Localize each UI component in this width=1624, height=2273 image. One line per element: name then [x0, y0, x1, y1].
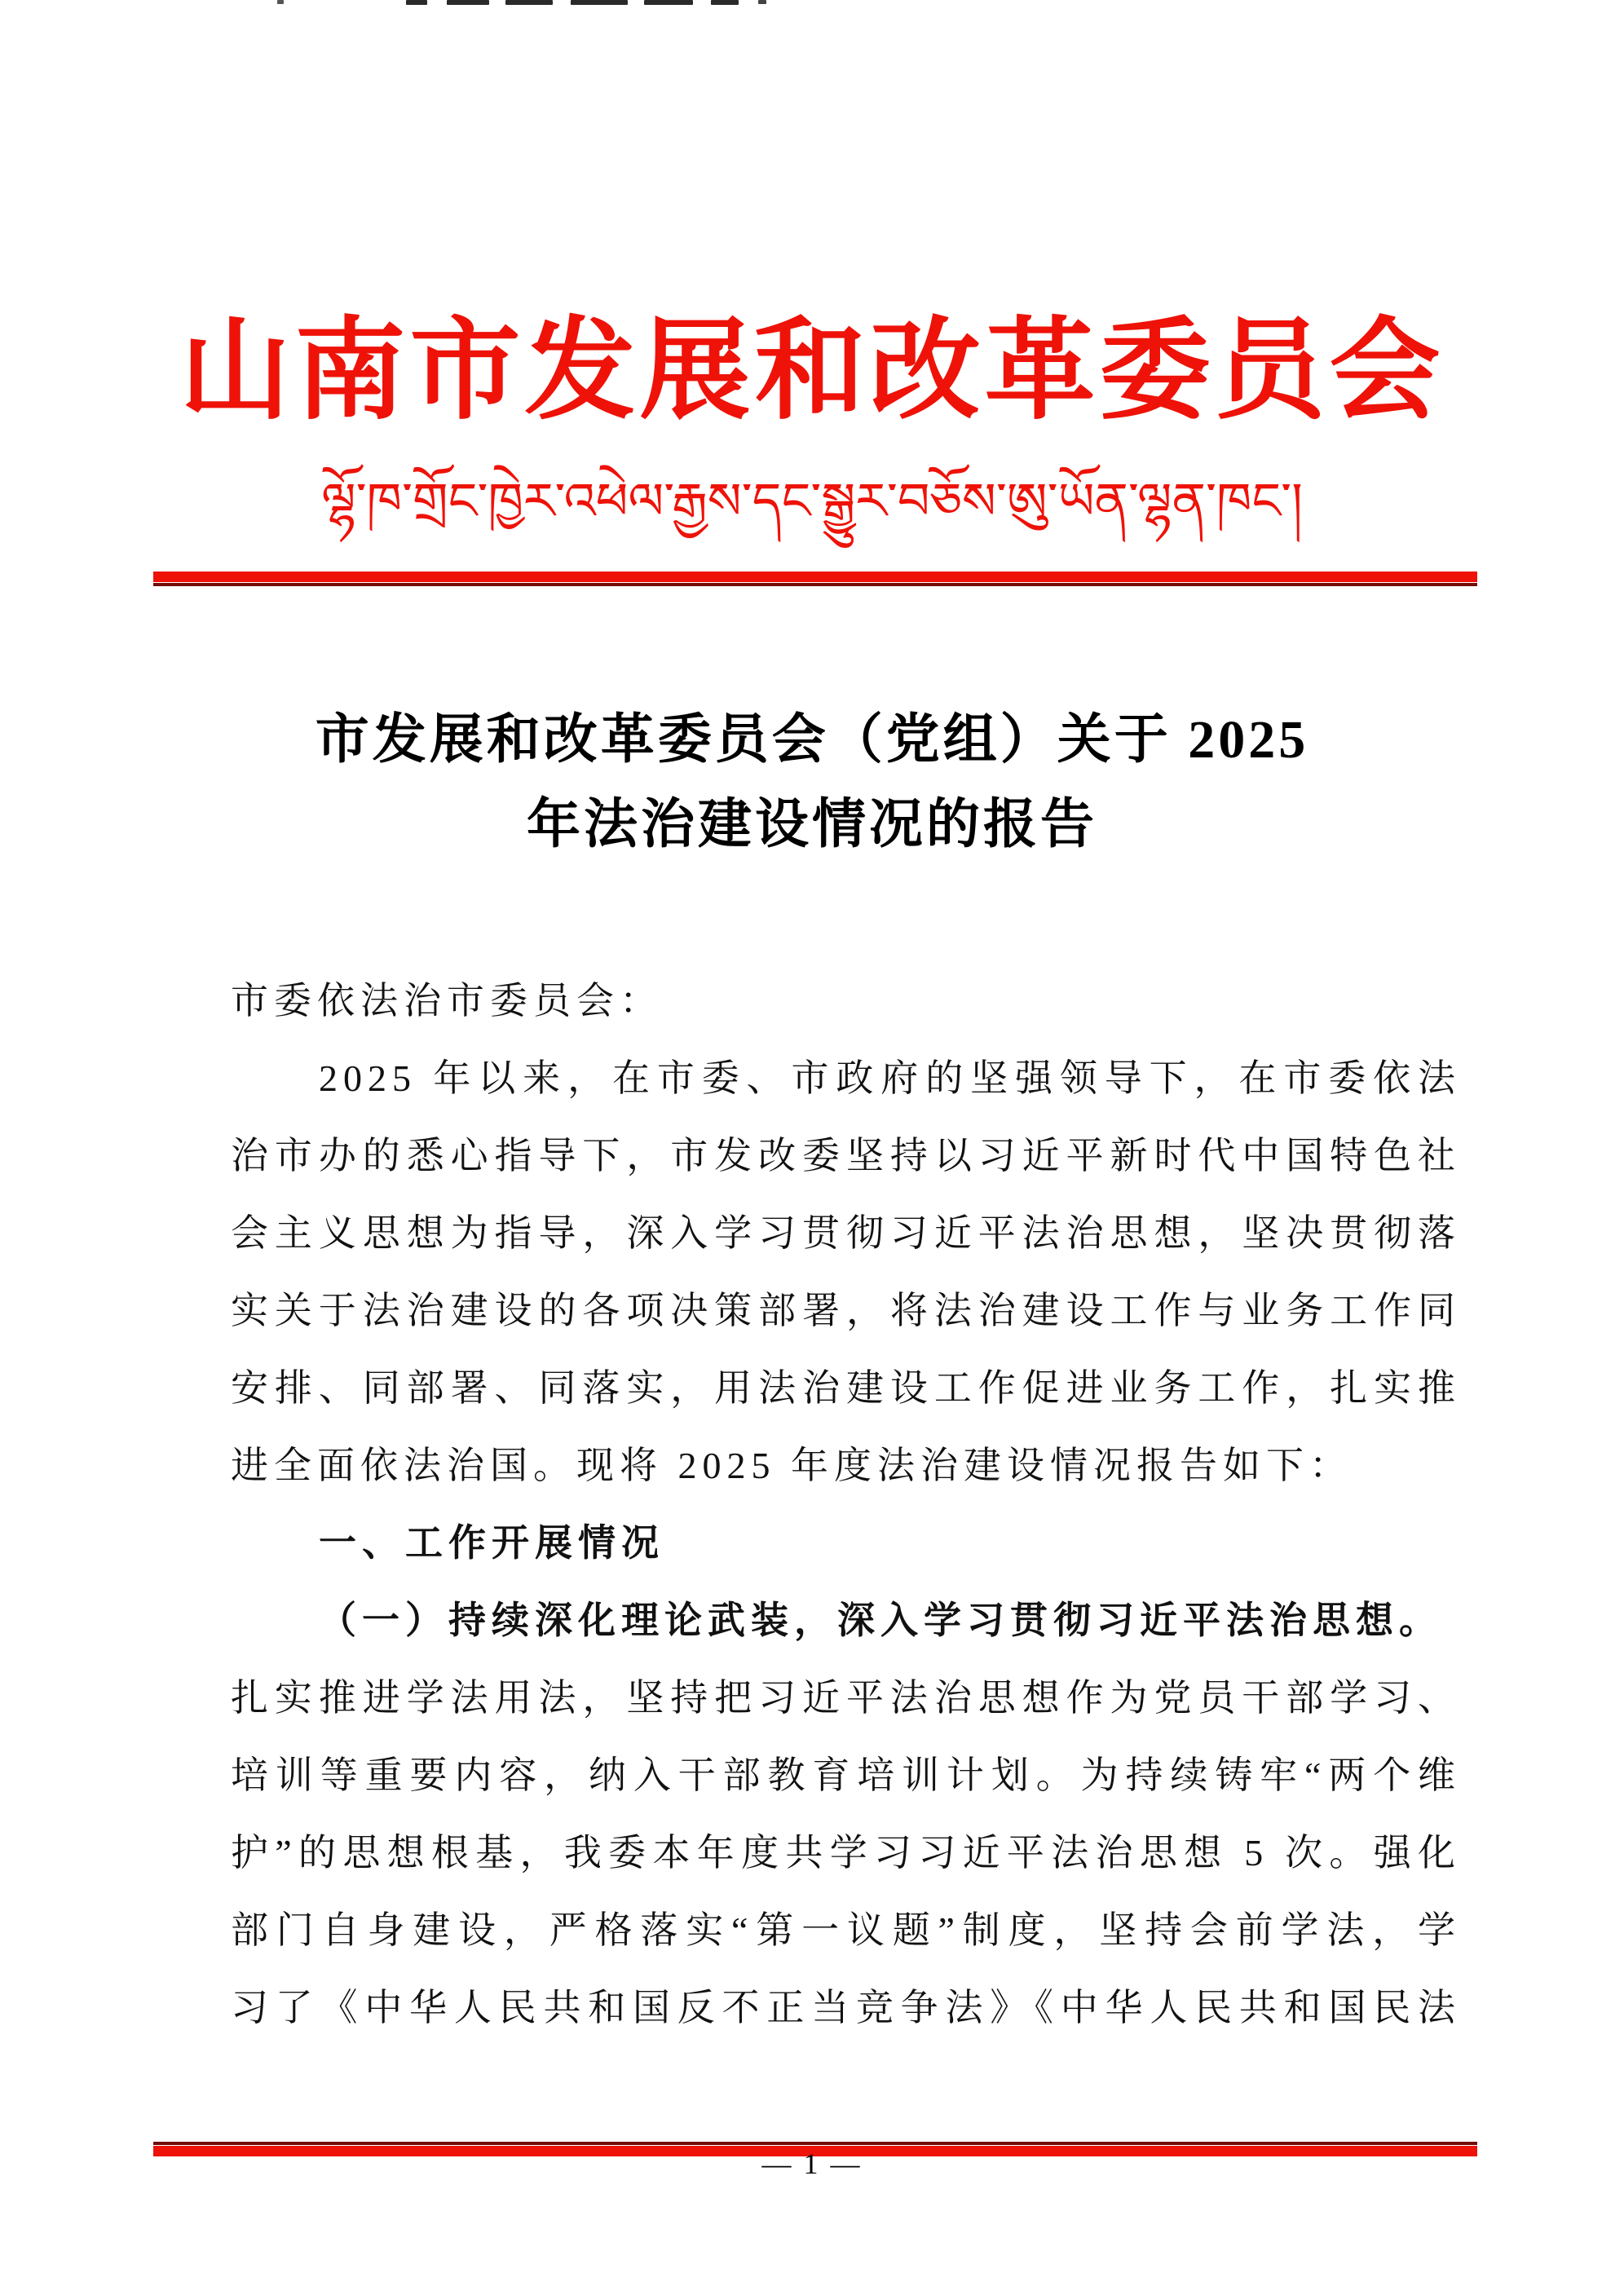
scan-artifact-mark	[758, 0, 766, 4]
body-line: 市委依法治市委员会：	[231, 980, 663, 1022]
scan-artifact-mark	[505, 0, 553, 5]
body-line: 培训等重要内容，纳入干部教育培训计划。为持续铸牢“两个维	[231, 1754, 1461, 1796]
body-line: 会主义思想为指导，深入学习贯彻习近平法治思想，坚决贯彻落	[231, 1212, 1461, 1254]
scan-artifact-mark	[571, 0, 628, 5]
page-number: — 1 —	[761, 2147, 863, 2180]
divider-thin-line	[153, 583, 1477, 586]
document-title-line1: 市发展和改革委员会（党组）关于 2025	[315, 710, 1309, 770]
document-body	[231, 962, 1461, 2046]
scan-artifact-mark	[406, 0, 427, 5]
body-line: （一）持续深化理论武装，深入学习贯彻习近平法治思想。	[319, 1600, 1442, 1641]
scan-artifact-mark	[644, 0, 693, 5]
scan-artifact-mark	[277, 0, 284, 4]
body-line: 护”的思想根基，我委本年度共学习习近平法治思想 5 次。强化	[231, 1832, 1461, 1874]
body-line: 实关于法治建设的各项决策部署，将法治建设工作与业务工作同	[231, 1290, 1461, 1331]
divider-thick-line	[153, 572, 1477, 582]
letterhead-org-name-tibetan: ལྷོ་ཁ་གྲོང་ཁྱེར་འཕེལ་རྒྱས་དང་སྒྱུར་བཅོས་ཨུ་ཡོན་ལྷན་ཁང་།	[321, 471, 1303, 531]
body-line: 治市办的悉心指导下，市发改委坚持以习近平新时代中国特色社	[231, 1135, 1461, 1176]
body-line: 习了《中华人民共和国反不正当竞争法》《中华人民共和国民法	[231, 1987, 1461, 2028]
body-line: 2025 年以来，在市委、市政府的坚强领导下，在市委依法	[319, 1057, 1461, 1099]
divider-thin-line	[153, 2142, 1477, 2145]
document-title	[0, 698, 1624, 867]
scan-artifact-mark	[711, 0, 739, 5]
body-line: 部门自身建设，严格落实“第一议题”制度，坚持会前学法，学	[231, 1909, 1461, 1951]
body-line: 安排、同部署、同落实，用法治建设工作促进业务工作，扎实推	[231, 1367, 1461, 1409]
letterhead-org-name-chinese: 山南市发展和改革委员会	[179, 311, 1445, 433]
body-line: 进全面依法治国。现将 2025 年度法治建设情况报告如下：	[231, 1445, 1353, 1486]
letterhead-divider-rule	[153, 572, 1477, 586]
body-line: 一、工作开展情况	[319, 1522, 664, 1564]
body-line: 扎实推进学法用法，坚持把习近平法治思想作为党员干部学习、	[231, 1677, 1461, 1719]
scan-artifact-mark	[447, 0, 489, 5]
document-title-line2: 年法治建设情况的报告	[527, 795, 1097, 854]
